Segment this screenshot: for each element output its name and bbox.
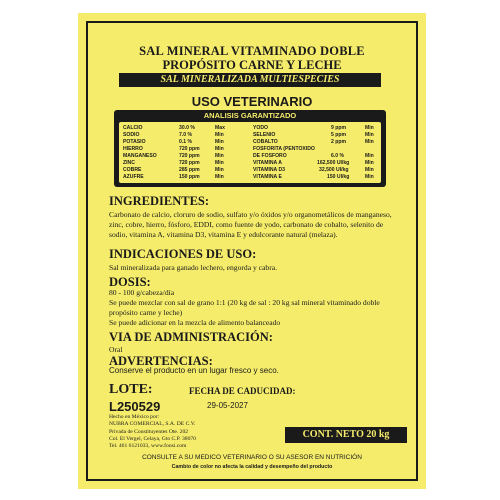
- consult-notice: CONSULTE A SU MEDICO VETERINARIO O SU ASESOR EN NUTRICIÓN: [142, 454, 362, 461]
- ingredients-heading: INGREDIENTES:: [109, 194, 210, 208]
- product-label: [78, 13, 426, 489]
- administration-heading: VIA DE ADMINISTRACIÓN:: [109, 330, 273, 344]
- analysis-row: MANGANESO 720 ppm Min: [123, 153, 224, 159]
- lot-label: LOTE:: [109, 382, 153, 397]
- warnings-text: Conserve el producto en un lugar fresco y seco.: [109, 366, 279, 375]
- dosage-line2: Se puede mezclar con sal de grano 1:1 (20 kg de sal : 20 kg sal mineral vitaminado doble propósito carne y leche): [109, 298, 380, 317]
- analysis-row: VITAMINA D3 32,500 UI/kg Min: [253, 167, 374, 173]
- product-title-line1: SAL MINERAL VITAMINADO DOBLE: [139, 44, 365, 58]
- analysis-row: SODIO 7.0 % Min: [123, 132, 224, 138]
- dosage-heading: DOSIS:: [109, 275, 151, 289]
- use-heading: USO VETERINARIO: [191, 94, 313, 109]
- manufacturer-line: Privada de Constituyentes Ote. 202: [109, 428, 189, 435]
- analysis-left-column: [123, 125, 251, 181]
- dosage-line1: 80 - 100 g/cabeza/día: [109, 288, 175, 297]
- manufacturer-line: Tel. 461 6121033, www.fonsi.com: [109, 443, 187, 450]
- indications-heading: INDICACIONES DE USO:: [109, 247, 257, 261]
- administration-text: Oral: [109, 345, 123, 354]
- analysis-row: DE FOSFORO 6.0 % Min: [253, 153, 374, 159]
- color-disclaimer: Cambio de color no afecta la calidad y desempeño del producto: [171, 464, 333, 470]
- net-content-badge: CONT. NETO 20 kg: [285, 427, 407, 443]
- expiry-date: 29-05-2027: [207, 401, 248, 410]
- product-title-line2: PROPÓSITO CARNE Y LECHE: [162, 58, 342, 72]
- analysis-right-column: [253, 125, 379, 181]
- analysis-row: POTASIO 0.1 % Min: [123, 139, 224, 145]
- analysis-row: FOSFORITA (PENTOXIDO: [253, 146, 315, 152]
- analysis-row: VITAMINA E 150 UI/kg Min: [253, 174, 374, 180]
- analysis-row: VITAMINA A 162,500 UI/kg Min: [253, 160, 374, 166]
- indications-text: Sal mineralizada para ganado lechero, engorda y cabra.: [109, 263, 278, 272]
- analysis-row: COBRE 285 ppm Min: [123, 167, 224, 173]
- warnings-heading: ADVERTENCIAS:: [109, 354, 213, 368]
- analysis-row: SELENIO 5 ppm Min: [253, 132, 374, 138]
- manufacturer-line: Col. El Vergel, Celaya, Gto C.P. 38070: [109, 435, 196, 442]
- analysis-row: YODO 9 ppm Min: [253, 125, 374, 131]
- manufacturer-line: Hecho en México por:: [109, 414, 160, 420]
- analysis-row: HIERRO 720 ppm Min: [123, 146, 224, 152]
- manufacturer-line: NUBRA COMERCIAL, S.A. DE C.V.: [109, 421, 196, 428]
- analysis-title: ANALISIS GARANTIZADO: [203, 111, 297, 120]
- ingredients-text: Carbonato de calcio, cloruro de sodio, sulfato y/o óxidos y/o organometálicos de manganeso, zinc, cobre, hierro, fósforo, EDDI, como fuente de yodo, carbonato de cobalto, selenito de sodio, vitamina A, vitamina D3, vitamina E y edulcorante natural (melaza).: [109, 210, 392, 239]
- analysis-row: AZUFRE 150 ppm Min: [123, 174, 224, 180]
- lot-number: L250529: [109, 399, 161, 414]
- analysis-row: COBALTO 2 ppm Min: [253, 139, 374, 145]
- analysis-row: CALCIO 30.0 % Max: [123, 125, 225, 131]
- analysis-table: [114, 110, 386, 187]
- expiry-label: FECHA DE CADUCIDAD:: [189, 386, 296, 396]
- analysis-row: ZINC 720 ppm Min: [123, 160, 224, 166]
- dosage-line3: Se puede adicionar en la mezcla de alimento balanceado: [109, 318, 281, 327]
- analysis-body: [119, 122, 381, 183]
- multispecies-banner: SAL MINERALIZADA MULTIESPECIES: [119, 73, 381, 87]
- manufacturer-info: [109, 414, 196, 450]
